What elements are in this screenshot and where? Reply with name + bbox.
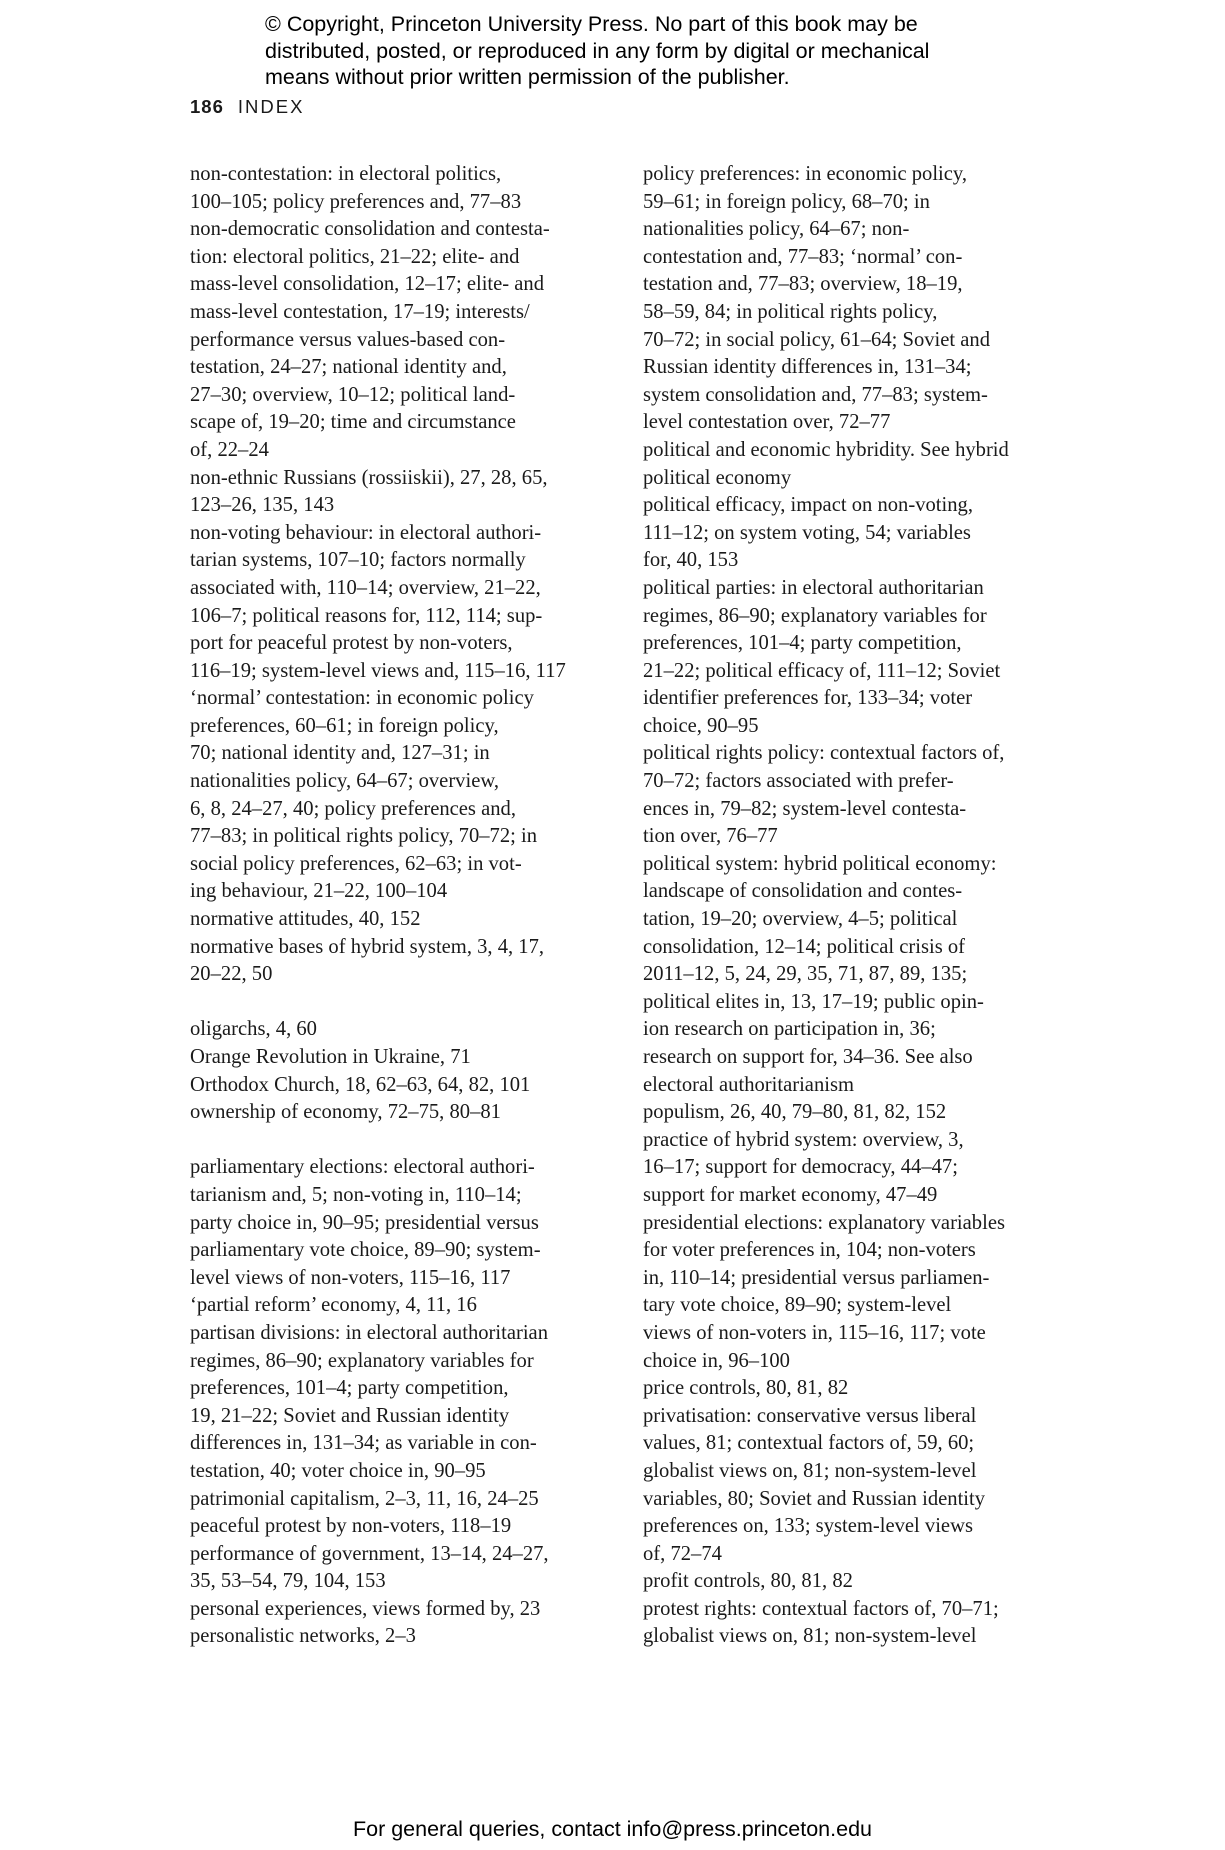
index-entry-line: oligarchs, 4, 60 xyxy=(190,1018,317,1041)
index-entry-line: preferences, 101–4; party competition, xyxy=(190,1377,509,1400)
index-entry xyxy=(190,1154,620,1292)
copyright-line: distributed, posted, or reproduced in any form by digital or mechanical xyxy=(265,38,930,63)
index-entry-line: ‘partial reform’ economy, 4, 11, 16 xyxy=(190,1294,477,1317)
index-entry-line: tion over, 76–77 xyxy=(643,825,778,848)
index-entry-line: electoral authoritarianism xyxy=(643,1073,854,1096)
index-entry-line: tarianism and, 5; non-voting in, 110–14; xyxy=(190,1183,522,1206)
index-entry-line: 58–59, 84; in political rights policy, xyxy=(643,300,938,323)
index-entry-line: parliamentary elections: electoral authori- xyxy=(190,1156,535,1179)
index-entry-line: political and economic hybridity. See hybrid xyxy=(643,438,1009,461)
index-entry-line: price controls, 80, 81, 82 xyxy=(643,1377,849,1400)
index-entry xyxy=(643,740,1063,850)
index-entry-line: performance of government, 13–14, 24–27, xyxy=(190,1542,549,1565)
index-entry-line: non-democratic consolidation and contesta- xyxy=(190,218,550,241)
index-entry-line: 116–19; system-level views and, 115–16, 117 xyxy=(190,659,566,682)
index-entry-line: landscape of consolidation and contes- xyxy=(643,880,963,903)
index-entry xyxy=(190,1016,620,1044)
index-entry xyxy=(643,437,1063,492)
index-entry xyxy=(190,1486,620,1514)
index-entry-line: regimes, 86–90; explanatory variables for xyxy=(190,1349,534,1372)
index-entry-line: non-ethnic Russians (rossiiskii), 27, 28, 65, xyxy=(190,466,548,489)
index-entry-line: ion research on participation in, 36; xyxy=(643,1018,936,1041)
index-entry-line: system consolidation and, 77–83; system- xyxy=(643,383,988,406)
index-entry-line: party choice in, 90–95; presidential versus xyxy=(190,1211,539,1234)
index-entry-line: consolidation, 12–14; political crisis of xyxy=(643,935,966,958)
index-entry-line: testation, 24–27; national identity and, xyxy=(190,356,507,379)
index-entry-line: privatisation: conservative versus liberal xyxy=(643,1404,977,1427)
running-head xyxy=(190,96,304,118)
index-entry xyxy=(190,1541,620,1596)
index-entry-line: preferences on, 133; system-level views xyxy=(643,1515,973,1538)
index-entry-line: 106–7; political reasons for, 112, 114; sup- xyxy=(190,604,543,627)
index-entry-line: non-voting behaviour: in electoral authori- xyxy=(190,521,542,544)
index-entry-line: ownership of economy, 72–75, 80–81 xyxy=(190,1101,501,1124)
index-entry-line: of, 22–24 xyxy=(190,438,269,461)
index-entry xyxy=(190,1044,620,1072)
index-entry-line: globalist views on, 81; non-system-level xyxy=(643,1459,977,1482)
index-entry-line: 70–72; factors associated with prefer- xyxy=(643,770,954,793)
index-entry-line: 59–61; in foreign policy, 68–70; in xyxy=(643,190,930,213)
index-entry-line: associated with, 110–14; overview, 21–22, xyxy=(190,576,541,599)
index-entry-line: 2011–12, 5, 24, 29, 35, 71, 87, 89, 135; xyxy=(643,963,968,986)
index-entry-line: preferences, 60–61; in foreign policy, xyxy=(190,714,499,737)
index-entry-line: contestation and, 77–83; ‘normal’ con- xyxy=(643,245,963,268)
index-entry xyxy=(643,492,1063,575)
index-entry xyxy=(190,1596,620,1624)
index-entry-line: 100–105; policy preferences and, 77–83 xyxy=(190,190,522,213)
section-gap xyxy=(190,989,620,1017)
index-entry-line: profit controls, 80, 81, 82 xyxy=(643,1570,853,1593)
index-entry xyxy=(190,1623,620,1651)
index-entry-line: political economy xyxy=(643,466,792,489)
index-entry-line: of, 72–74 xyxy=(643,1542,722,1565)
index-entry-line: differences in, 131–34; as variable in con- xyxy=(190,1432,537,1455)
index-entry-line: 77–83; in political rights policy, 70–72; in xyxy=(190,825,538,848)
index-entry-line: 21–22; political efficacy of, 111–12; Soviet xyxy=(643,659,1001,682)
index-entry-line: partisan divisions: in electoral authoritarian xyxy=(190,1321,548,1344)
index-entry xyxy=(190,1072,620,1100)
index-entry-line: level contestation over, 72–77 xyxy=(643,411,891,434)
index-entry-line: support for market economy, 47–49 xyxy=(643,1183,938,1206)
index-entry-line: choice, 90–95 xyxy=(643,714,759,737)
index-entry-line: Orange Revolution in Ukraine, 71 xyxy=(190,1046,471,1068)
index-entry xyxy=(190,685,620,906)
index-entry-line: normative bases of hybrid system, 3, 4, 17, xyxy=(190,935,545,958)
index-entry-line: patrimonial capitalism, 2–3, 11, 16, 24–25 xyxy=(190,1487,539,1510)
section-gap xyxy=(190,1127,620,1155)
index-entry xyxy=(643,1099,1063,1127)
index-entry-line: performance versus values-based con- xyxy=(190,328,506,351)
index-entry-line: ences in, 79–82; system-level contesta- xyxy=(643,797,967,820)
index-entry-line: non-contestation: in electoral politics, xyxy=(190,163,502,185)
index-entry-line: political rights policy: contextual factors of, xyxy=(643,742,1005,765)
index-entry xyxy=(643,161,1063,437)
index-entry-line: for, 40, 153 xyxy=(643,549,739,572)
index-entry-line: choice in, 96–100 xyxy=(643,1349,790,1372)
index-entry-line: globalist views on, 81; non-system-level xyxy=(643,1625,977,1648)
index-entry-line: mass-level contestation, 17–19; interests/ xyxy=(190,300,530,323)
index-entry xyxy=(190,934,620,989)
index-entry-line: Orthodox Church, 18, 62–63, 64, 82, 101 xyxy=(190,1073,531,1096)
copyright-line: © Copyright, Princeton University Press. No part of this book may be xyxy=(265,12,918,36)
index-entry-line: practice of hybrid system: overview, 3, xyxy=(643,1128,964,1151)
index-entry-line: 35, 53–54, 79, 104, 153 xyxy=(190,1570,386,1593)
index-entry-line: 6, 8, 24–27, 40; policy preferences and, xyxy=(190,797,516,820)
index-entry-line: personal experiences, views formed by, 23 xyxy=(190,1597,541,1620)
index-entry-line: 20–22, 50 xyxy=(190,963,273,986)
index-entry-line: regimes, 86–90; explanatory variables for xyxy=(643,604,987,627)
index-entry xyxy=(190,465,620,520)
index-entry-line: tation, 19–20; overview, 4–5; political xyxy=(643,908,958,931)
index-entry-line: preferences, 101–4; party competition, xyxy=(643,632,962,655)
index-entry-line: 19, 21–22; Soviet and Russian identity xyxy=(190,1404,510,1427)
index-entry xyxy=(643,1210,1063,1376)
index-entry-line: political elites in, 13, 17–19; public opin- xyxy=(643,990,984,1013)
index-entry-line: in, 110–14; presidential versus parliamen- xyxy=(643,1266,990,1289)
footer-contact: For general queries, contact info@press.princeton.edu xyxy=(352,1817,872,1841)
index-entry xyxy=(190,216,620,464)
index-entry-line: tion: electoral politics, 21–22; elite- and xyxy=(190,245,520,268)
index-entry-line: for voter preferences in, 104; non-voters xyxy=(643,1239,976,1262)
running-head-title: INDEX xyxy=(237,96,305,117)
index-entry-line: populism, 26, 40, 79–80, 81, 82, 152 xyxy=(643,1101,947,1124)
index-entry-line: research on support for, 34–36. See also xyxy=(643,1046,973,1068)
page-number: 186 xyxy=(190,96,224,117)
index-entry-line: ‘normal’ contestation: in economic policy xyxy=(190,687,534,710)
index-entry-line: identifier preferences for, 133–34; voter xyxy=(643,687,973,710)
index-entry xyxy=(190,1099,620,1127)
index-entry xyxy=(643,575,1063,741)
index-entry-line: political parties: in electoral authoritarian xyxy=(643,576,984,599)
index-entry-line: 16–17; support for democracy, 44–47; xyxy=(643,1156,958,1179)
index-column-left xyxy=(190,161,620,1651)
index-entry xyxy=(190,1320,620,1486)
index-entry-line: presidential elections: explanatory variables xyxy=(643,1211,1005,1234)
index-entry-line: nationalities policy, 64–67; overview, xyxy=(190,770,500,793)
index-entry-line: peaceful protest by non-voters, 118–19 xyxy=(190,1515,512,1538)
index-entry xyxy=(190,1513,620,1541)
index-entry-line: 123–26, 135, 143 xyxy=(190,494,335,517)
index-entry-line: parliamentary vote choice, 89–90; system- xyxy=(190,1239,541,1262)
index-entry xyxy=(190,906,620,934)
copyright-notice xyxy=(265,11,1025,91)
index-entry-line: level views of non-voters, 115–16, 117 xyxy=(190,1266,511,1289)
index-entry-line: Russian identity differences in, 131–34; xyxy=(643,356,972,379)
index-entry-line: variables, 80; Soviet and Russian identity xyxy=(643,1487,986,1510)
index-entry-line: port for peaceful protest by non-voters, xyxy=(190,632,513,655)
index-entry-line: 70; national identity and, 127–31; in xyxy=(190,742,490,765)
copyright-line: means without prior written permission of the publisher. xyxy=(265,65,790,89)
index-entry-line: values, 81; contextual factors of, 59, 60; xyxy=(643,1432,975,1455)
index-entry xyxy=(643,1568,1063,1596)
index-entry-line: political system: hybrid political economy: xyxy=(643,852,997,875)
index-entry xyxy=(643,1127,1063,1210)
index-entry-line: protest rights: contextual factors of, 70–71; xyxy=(643,1597,999,1620)
index-entry-line: mass-level consolidation, 12–17; elite- and xyxy=(190,273,545,296)
index-entry-line: scape of, 19–20; time and circumstance xyxy=(190,411,516,434)
index-entry-line: 111–12; on system voting, 54; variables xyxy=(643,521,971,544)
index-entry-line: testation, 40; voter choice in, 90–95 xyxy=(190,1459,486,1482)
index-entry xyxy=(643,1403,1063,1569)
index-entry-line: social policy preferences, 62–63; in vot- xyxy=(190,852,522,875)
index-entry-line: testation and, 77–83; overview, 18–19, xyxy=(643,273,963,296)
index-entry-line: ing behaviour, 21–22, 100–104 xyxy=(190,880,448,903)
index-entry xyxy=(643,1375,1063,1403)
index-entry-line: normative attitudes, 40, 152 xyxy=(190,908,421,931)
index-entry-line: nationalities policy, 64–67; non- xyxy=(643,218,910,241)
index-column-right xyxy=(643,161,1063,1651)
index-entry-line: tary vote choice, 89–90; system-level xyxy=(643,1294,952,1317)
index-entry-line: 27–30; overview, 10–12; political land- xyxy=(190,383,516,406)
index-entry xyxy=(643,851,1063,1099)
index-entry-line: tarian systems, 107–10; factors normally xyxy=(190,549,526,572)
index-entry-line: 70–72; in social policy, 61–64; Soviet and xyxy=(643,328,991,351)
index-entry-line: political efficacy, impact on non-voting, xyxy=(643,494,973,517)
index-entry xyxy=(190,1292,620,1320)
index-entry xyxy=(643,1596,1063,1651)
index-entry xyxy=(190,520,620,686)
index-entry-line: views of non-voters in, 115–16, 117; vote xyxy=(643,1321,986,1344)
index-entry-line: policy preferences: in economic policy, xyxy=(643,163,968,185)
index-entry xyxy=(190,161,620,216)
index-entry-line: personalistic networks, 2–3 xyxy=(190,1625,416,1648)
